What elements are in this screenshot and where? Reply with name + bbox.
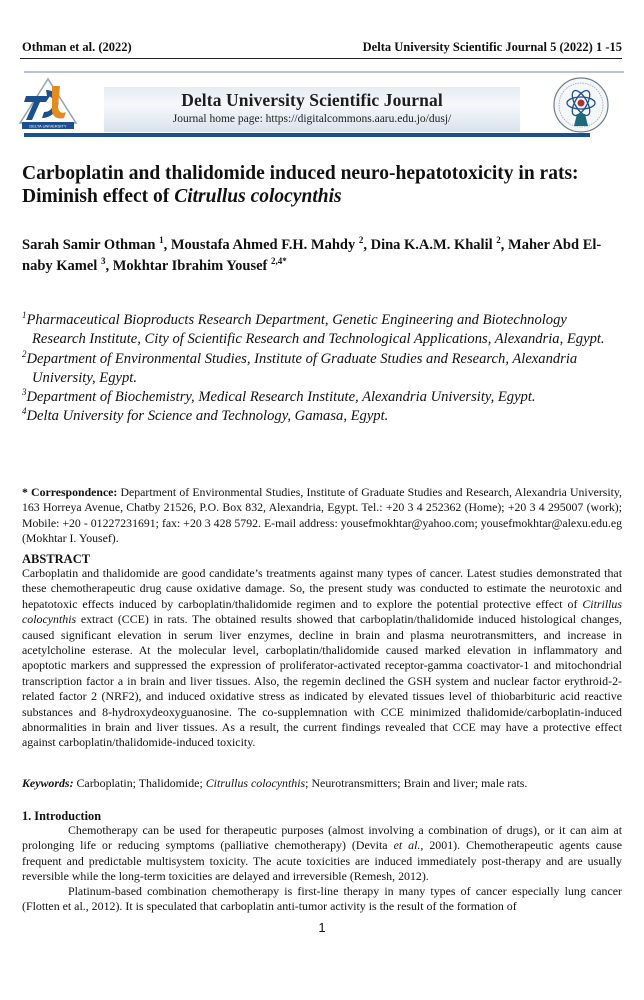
- correspondence-block: [22, 485, 622, 546]
- author-list: [22, 235, 622, 277]
- author: Moustafa Ahmed F.H. Mahdy $^2$,: [170, 235, 371, 253]
- author: Sarah Samir Othman $^1$,: [22, 235, 171, 253]
- intro-paragraph-1: Chemotherapy can be used for therapeutic purposes (almost involving a combination of drugs), or it can aim at prolonging life or reducing symptoms (palliative chemotherapy) (Devita et al., 2001). Chemotherapeutic agents cause frequent and predictable multisystem toxicity. The acute toxicities are induced immediately post-therapy and are usually reversible while the long-term toxicities are delayed and irreversible (Remesh, 2012).: [22, 823, 623, 883]
- affiliation-2: $^2$Department of Environmental Studies, Institute of Graduate Studies and Research, Alexandria University, Egypt.: [22, 348, 578, 386]
- author: Maher Abd El-naby Kamel $^3$,: [22, 237, 602, 274]
- introduction-heading: 1. Introduction: [22, 809, 102, 823]
- intro-paragraph-2: Platinum-based combination chemotherapy is first-line therapy in many types of cancer especially lung cancer (Flotten et al., 2012). It is speculated that carboplatin anti-tumor activity is the result of the formation of: [22, 884, 622, 914]
- svg-text:DELTA UNIVERSITY: DELTA UNIVERSITY: [29, 123, 67, 129]
- affiliation-4: $^4$Delta University for Science and Technology, Gamasa, Egypt.: [22, 406, 389, 425]
- abstract-heading: ABSTRACT: [22, 552, 91, 566]
- author: Dina K.A.M. Khalil $^2$,: [370, 235, 509, 253]
- affiliation-1: $^1$Pharmaceutical Bioproducts Research Department, Genetic Engineering and Biotechnology Research Institute, City of Scientific Research and Technological Applications, Alexandria, Egypt.: [22, 310, 605, 348]
- running-header: [22, 40, 622, 58]
- article-title: [22, 162, 622, 208]
- correspondence-label: * Correspondence:: [22, 485, 118, 499]
- header-rule: [20, 58, 622, 59]
- correspondence-text: Department of Environmental Studies, Institute of Graduate Studies and Research, Alexandria University, 163 Horreya Avenue, Chatby 21526, P.O. Box 832, Alexandria, Egypt. Tel.: +20 3 4 252362 (Home); +20 3 4 295007 (work); Mobile: +20 - 01227231691; fax: +20 3 428 5792. E-mail address: yousefmokhtar@yahoo.com; yousefmokhtar@alexu.edu.eg (Mokhtar I. Yousef).: [22, 485, 622, 545]
- running-header-author: Othman et al. (2022): [22, 40, 132, 54]
- atom-emblem-icon: [552, 76, 610, 134]
- banner-bottom-rule: [24, 133, 590, 137]
- banner-title-box: [104, 87, 520, 132]
- running-header-journal: Delta University Scientific Journal 5 (2022) 1 -15: [362, 40, 622, 54]
- affiliation-3: $^3$Department of Biochemistry, Medical Research Institute, Alexandria University, Egypt.: [22, 387, 536, 406]
- banner-top-rule: [24, 71, 624, 73]
- affiliations: [22, 311, 622, 427]
- introduction-body: [22, 823, 622, 915]
- keywords-label: Keywords:: [22, 776, 74, 790]
- keywords: Keywords: Carboplatin; Thalidomide; Citrullus colocynthis; Neurotransmitters; Brain and liver; male rats.: [22, 776, 528, 790]
- abstract-species: Citrillus colocynthis: [22, 596, 622, 627]
- author-corresponding: Mokhtar Ibrahim Yousef $^{2,4*}$: [112, 256, 287, 274]
- delta-university-logo-icon: [16, 76, 80, 130]
- abstract-body: Carboplatin and thalidomide are good candidate’s treatments against many types of cancer. Latest studies demonstrated that these chemotherapeutic drug cause oxidative damage. So, the present study was conducted to estimate the neurotoxic and hepatotoxic effects induced by carboplatin/thalidomide regimen and to explore the potential protective effect of Citrillus colocynthis extract (CCE) in rats. The obtained results showed that carboplatin/thalidomide induced histological changes, caused significant elevation in serum liver enzymes, decline in brain and plasma neurotransmitters, and increase in acetylcholine esterase. At the molecular level, carboplatin/thalidomide caused marked elevation in inflammatory and apoptotic markers and suppressed the expression of proliferator-activated receptor-gamma coactivator-1 and mitochondrial transcription factor a in brain and liver tissues. Also, the regemin declined the GSH system and nuclear factor erythroid-2-related factor 2 (NRF2), and induced oxidative stress as indicated by elevated tissues level of thiobarbituric acid reactive substances and 8-hydroxydeoxyguanosine. The co-supplemnation with CCE minimized thalidomide/carboplatin-induced abnormalities in brain and liver tissues. As a result, the current findings revealed that CCE may have a protective effect against carboplatin/thalidomide-induced toxicity.: [22, 566, 622, 750]
- title-species: Citrullus colocynthis: [174, 186, 342, 207]
- journal-name: Delta University Scientific Journal: [181, 90, 443, 110]
- page-number: 1: [318, 920, 326, 935]
- journal-banner: [14, 70, 630, 137]
- journal-homepage-link[interactable]: Journal home page: https://digitalcommons.aaru.edu.jo/dusj/: [172, 113, 452, 125]
- title-main: Carboplatin and thalidomide induced neuro-hepatotoxicity in rats: Diminish effect of: [22, 163, 579, 207]
